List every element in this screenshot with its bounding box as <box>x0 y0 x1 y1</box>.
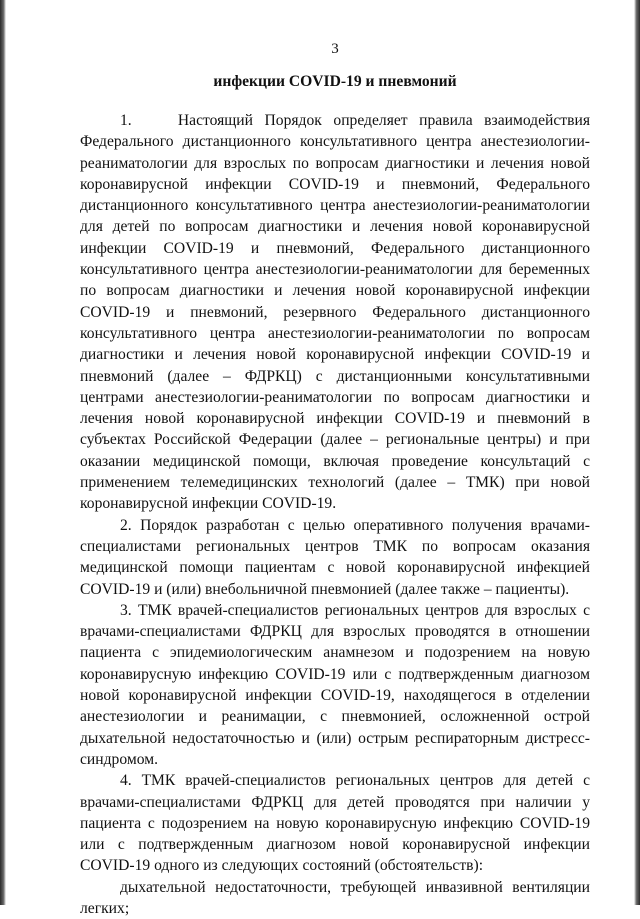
scan-left-edge <box>0 0 6 905</box>
paragraph-3: 3. ТМК врачей-специалистов региональных центров для взрослых с врачами-специалистами ФДРКЦ для взрослых проводятся в отношении пациента с эпидемиологическим анамнезом и подозрением на новую коронавирусную инфекцию COVID-19 или с подтвержденным диагнозом новой коронавирусной инфекции COVID-19, находящегося в отделении анестезиологии и реанимации, с пневмонией, осложненной острой дыхательной недостаточностью и (или) острым респираторным дистресс-синдромом. <box>80 601 590 768</box>
paragraph-2: 2. Порядок разработан с целью оперативного получения врачами-специалистами региональных центров ТМК по вопросам оказания медицинской помощи пациентам с новой коронавирусной инфекцией COVID-19 и (или) внебольничной пневмонией (далее также – пациенты). <box>80 516 590 598</box>
paragraph-1: 1. Настоящий Порядок определяет правила взаимодействия Федерального дистанционного консультативного центра анестезиологии-реаниматологии для взрослых по вопросам диагностики и лечения новой коронавирусной инфекции COVID-19 и пневмоний, Федерального дистанционного консультативного центра анестезиологии-реаниматологии для детей по вопросам диагностики и лечения новой коронавирусной инфекции COVID-19 и пневмоний, Федерального дистанционного консультативного центра анестезиологии-реаниматологии для беременных по вопросам диагностики и лечения новой коронавирусной инфекции COVID-19 и пневмоний, резервного Федерального дистанционного консультативного центра анестезиологии-реаниматологии по вопросам диагностики и лечения новой коронавирусной инфекции COVID-19 и пневмоний (далее – ФДРКЦ) с дистанционными консультативными центрами анестезиологии-реаниматологии по вопросам диагностики и лечения новой коронавирусной инфекции COVID-19 и пневмоний в субъектах Российской Федерации (далее – региональные центры) и при оказании медицинской помощи, включая проведение консультаций с применением телемедицинских технологий (далее – ТМК) при новой коронавирусной инфекции COVID-19. <box>80 112 590 513</box>
paragraph-4: 4. ТМК врачей-специалистов региональных центров для детей с врачами-специалистами ФДРКЦ для детей проводятся при наличии у пациента с подозрением на новую коронавирусную инфекцию COVID-19 или с подтвержденным диагнозом новой коронавирусной инфекции COVID-19 одного из следующих состояний (обстоятельств): <box>80 772 590 875</box>
document-heading: инфекции COVID-19 и пневмоний <box>213 73 457 90</box>
scan-right-edge <box>634 0 640 905</box>
paragraph-5-list-item: дыхательной недостаточности, требующей инвазивной вентиляции легких; <box>80 878 590 917</box>
page-number: 3 <box>331 41 339 57</box>
document-page <box>80 40 590 919</box>
